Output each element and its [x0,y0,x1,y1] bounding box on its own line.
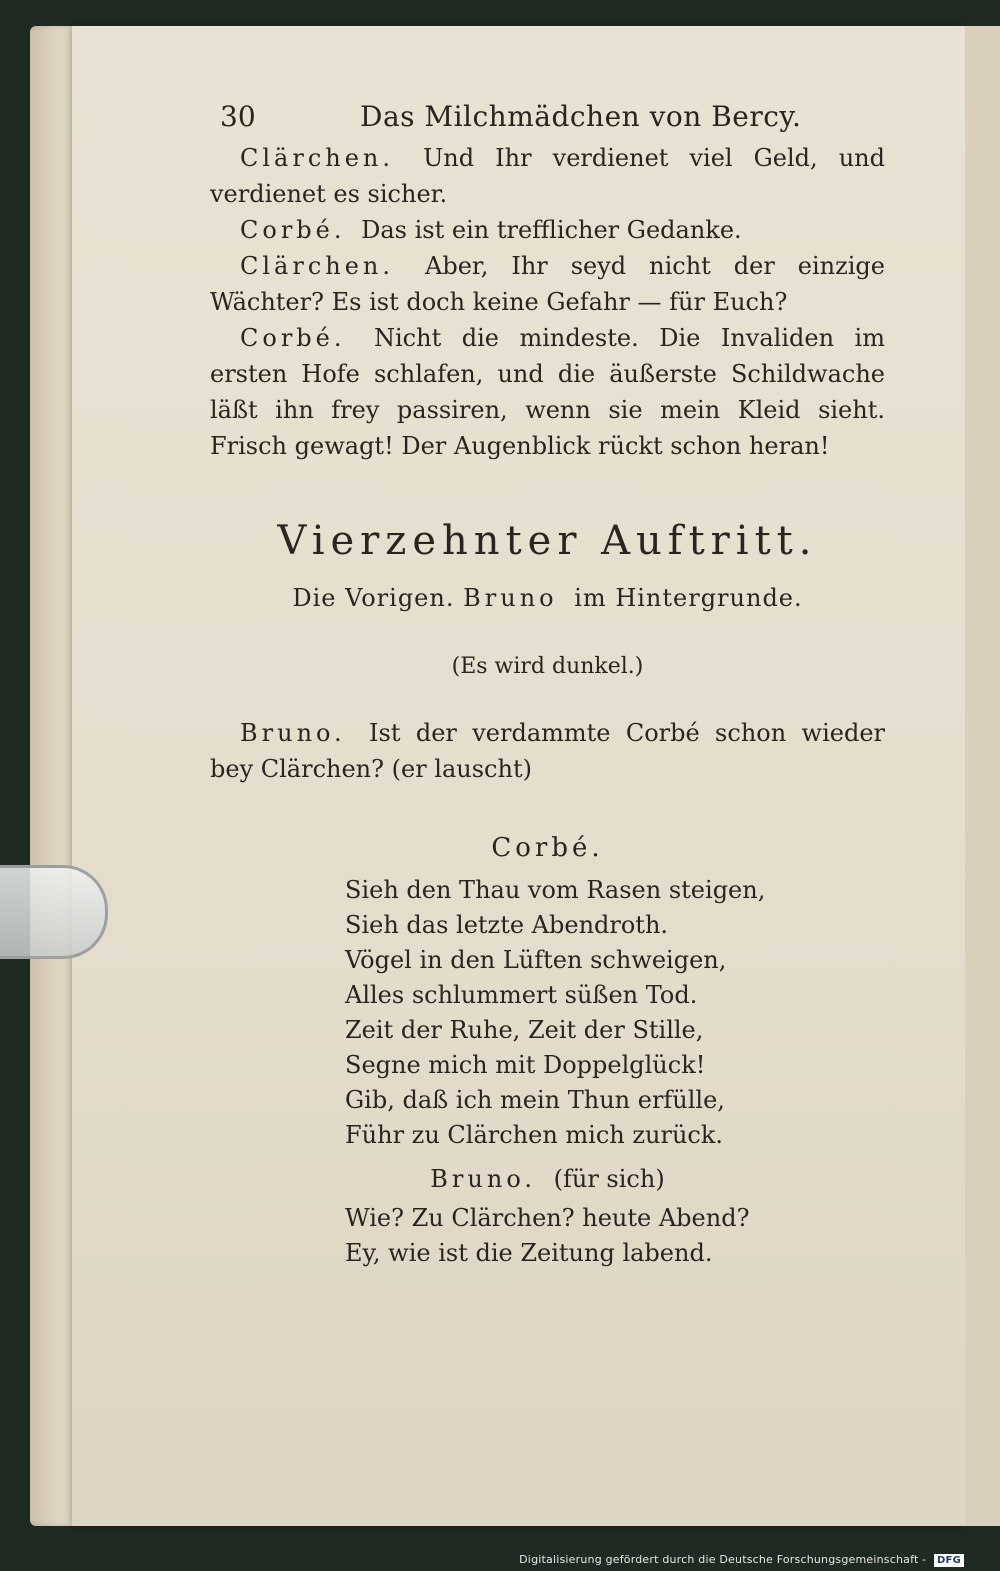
verse-line: Führ zu Clärchen mich zurück. [345,1121,724,1149]
running-header [150,90,890,140]
verse-line: Sieh den Thau vom Rasen steigen, [345,876,766,904]
page-holder-clip [0,865,108,959]
dialogue-text: Aber, Ihr seyd nicht der einzige Wächter? Es ist doch keine Gefahr — für Euch? [210,252,886,316]
speaker-name: Corbé. [240,324,346,352]
aside-heading [210,1165,885,1193]
dialogue-text: Ist der verdammte Corbé schon wieder bey Clärchen? (er lauscht) [210,719,885,783]
running-title: Das Milchmädchen von Bercy. [360,100,802,133]
aside-speaker: Bruno. [430,1165,536,1193]
aside-direction: (für sich) [553,1165,665,1193]
dialogue-paragraph [210,715,885,787]
speaker-name: Clärchen. [240,144,395,172]
song-verse [345,873,890,1153]
credit-text: Digitalisierung gefördert durch die Deutsche Forschungsgemeinschaft - [519,1553,927,1566]
page-number: 30 [220,100,256,133]
speaker-name: Bruno. [240,719,346,747]
scene-title: Vierzehnter Auftritt. [277,518,818,564]
verse-line: Sieh das letzte Abendroth. [345,911,669,939]
verse-line: Gib, daß ich mein Thun erfülle, [345,1086,725,1114]
digitization-credit [519,1553,964,1567]
dialogue-paragraph [210,212,885,248]
cast-name: Bruno [463,584,558,612]
dialogue-paragraph [210,140,885,212]
verse-line: Alles schlummert süßen Tod. [345,981,698,1009]
verse-line: Zeit der Ruhe, Zeit der Stille, [345,1016,704,1044]
verse-line: Ey, wie ist die Zeitung labend. [345,1239,713,1267]
verse-line: Segne mich mit Doppelglück! [345,1051,706,1079]
verse-line: Wie? Zu Clärchen? heute Abend? [345,1204,750,1232]
aside-verse [345,1201,890,1271]
cast-prefix: Die Vorigen. [292,584,455,612]
page-text [150,90,890,1271]
dialogue-text: Das ist ein trefflicher Gedanke. [361,216,742,244]
dialogue-text: Und Ihr verdienet viel Geld, und verdienet es sicher. [210,144,885,208]
scene-cast [210,584,885,612]
dialogue-paragraph [210,248,885,320]
stage-direction: (Es wird dunkel.) [451,654,644,679]
dfg-logo: DFG [934,1554,964,1567]
song-speaker: Corbé. [491,833,604,863]
speaker-name: Clärchen. [240,252,395,280]
facing-page-edge [965,26,1000,1526]
dialogue-text: Nicht die mindeste. Die Invaliden im ersten Hofe schlafen, und die äußerste Schildwache läßt ihn frey passiren, wenn sie mein Kleid sieht. Frisch gewagt! Der Augenblick rückt schon heran! [210,324,885,460]
dialogue-paragraph [210,320,885,464]
speaker-name: Corbé. [240,216,346,244]
cast-suffix: im Hintergrunde. [574,584,803,612]
verse-line: Vögel in den Lüften schweigen, [345,946,727,974]
